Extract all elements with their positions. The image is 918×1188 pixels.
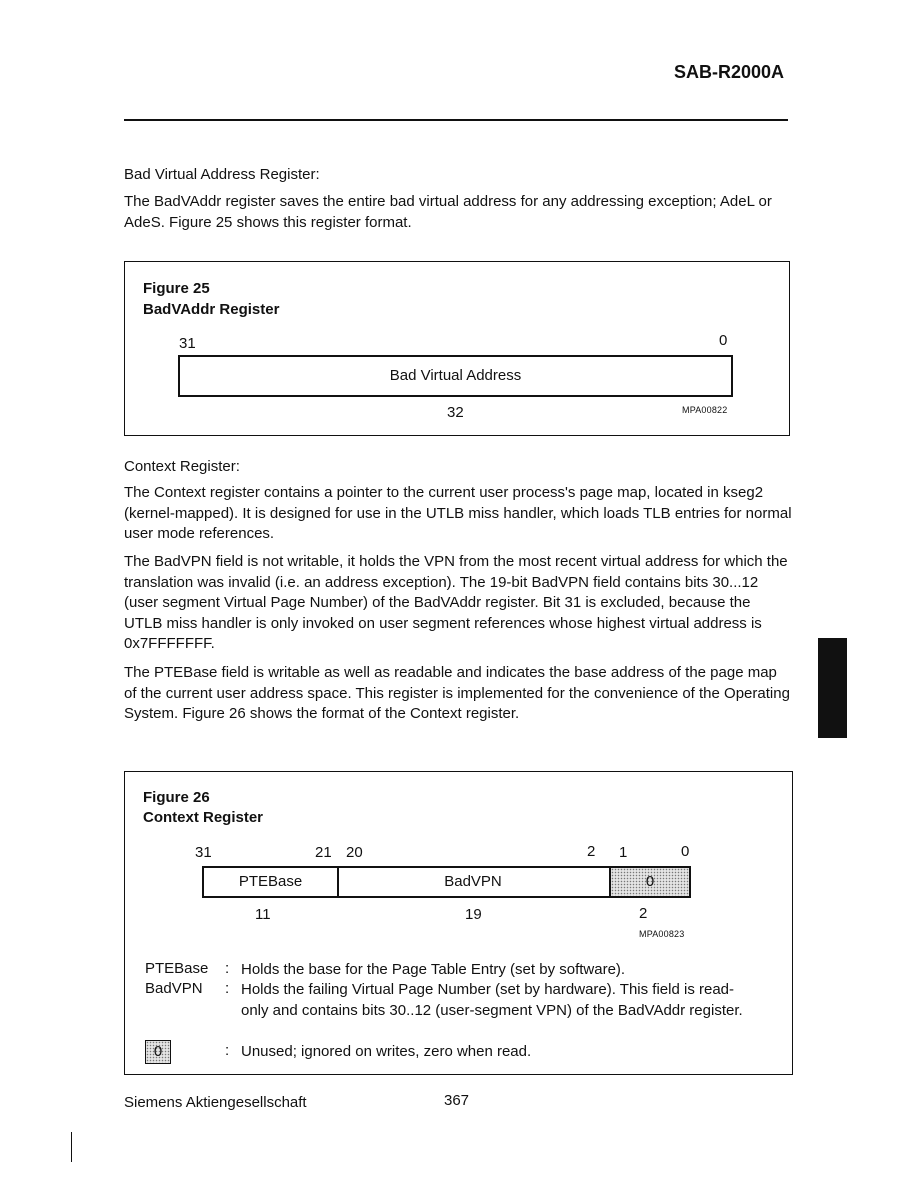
context-paragraph-1: The Context register contains a pointer to the current user process's page map, located in kseg2 (kernel-mapped). It is designed for use in the UTLB miss handler, which loads TLB entries for normal user mode references.	[124, 484, 792, 542]
fig26-bit-21: 21	[315, 844, 332, 861]
header-rule	[124, 119, 788, 121]
legend-ptebase-term: PTEBase	[145, 960, 209, 977]
fig26-bit-2: 2	[587, 843, 596, 860]
badvaddr-heading: Bad Virtual Address Register:	[124, 166, 320, 183]
fig26-bit-1: 1	[619, 844, 628, 861]
fig26-ptebase-label: PTEBase	[238, 873, 303, 890]
figure-26-box	[124, 771, 793, 1075]
fig25-code: MPA00822	[682, 405, 728, 415]
legend-unused-desc: Unused; ignored on writes, zero when read.	[241, 1043, 532, 1060]
fig25-bit-high: 31	[179, 335, 196, 352]
fig26-unused-label: 0	[645, 873, 655, 890]
page-header-title: SAB-R2000A	[673, 62, 784, 82]
fig26-bit-31: 31	[195, 844, 212, 861]
legend-unused-term: 0	[153, 1043, 163, 1060]
legend-unused-swatch	[145, 1040, 171, 1064]
figure-25-box	[124, 261, 790, 436]
context-paragraph-2: The BadVPN field is not writable, it holds the VPN from the most recent virtual address for which the translation was invalid (i.e. an address exception). The 19-bit BadVPN field contains bits 30...12 (user segment Virtual Page Number) of the BadVAddr register. Bit 31 is excluded, because the UTLB miss handler is only invoked on user segment references whose highest virtual address is 0x7FFFFFFF.	[124, 553, 788, 652]
legend-badvpn-term: BadVPN	[145, 980, 203, 997]
fig25-register-field	[178, 355, 733, 397]
context-paragraph-3: The PTEBase field is writable as well as readable and indicates the base address of the page map of the current user address space. This register is implemented for the convenience of the Operating System. Figure 26 shows the format of the Context register.	[124, 664, 790, 722]
fig26-badvpn-label: BadVPN	[444, 873, 502, 890]
footer-page-number: 367	[444, 1092, 470, 1109]
legend-ptebase-sep: :	[225, 960, 230, 977]
fig26-field-unused	[609, 866, 691, 898]
fig26-bit-20: 20	[346, 844, 363, 861]
fig26-bit-0: 0	[681, 843, 690, 860]
fig25-field-width: 32	[447, 404, 464, 421]
footer-company: Siemens Aktiengesellschaft	[124, 1094, 307, 1111]
fig26-code: MPA00823	[639, 929, 685, 939]
legend-ptebase-desc: Holds the base for the Page Table Entry (set by software).	[241, 961, 626, 978]
fig25-field-label: Bad Virtual Address	[389, 367, 522, 384]
figure-25-number: Figure 25	[143, 280, 210, 297]
badvaddr-body: The BadVAddr register saves the entire bad virtual address for any addressing exception; AdeL or AdeS. Figure 25 shows this register format.	[124, 193, 772, 231]
fig25-bit-low: 0	[719, 332, 728, 349]
context-heading: Context Register:	[124, 458, 240, 475]
figure-26-title: Context Register	[143, 809, 264, 826]
legend-badvpn-desc: Holds the failing Virtual Page Number (set by hardware). This field is read-only and contains bits 30..12 (user-segment VPN) of the BadVAddr register.	[241, 981, 743, 1019]
thumb-index-tab	[818, 638, 847, 738]
legend-badvpn-sep: :	[225, 980, 230, 997]
fig26-width-ptebase: 11	[255, 906, 271, 923]
figure-25-title: BadVAddr Register	[143, 301, 280, 318]
fig26-field-ptebase	[202, 866, 339, 898]
fig26-width-badvpn: 19	[465, 906, 482, 923]
fig26-width-unused: 2	[639, 905, 648, 922]
figure-26-number: Figure 26	[143, 789, 210, 806]
legend-unused-sep: :	[225, 1042, 230, 1059]
margin-mark	[71, 1132, 72, 1162]
fig26-field-badvpn	[337, 866, 609, 898]
